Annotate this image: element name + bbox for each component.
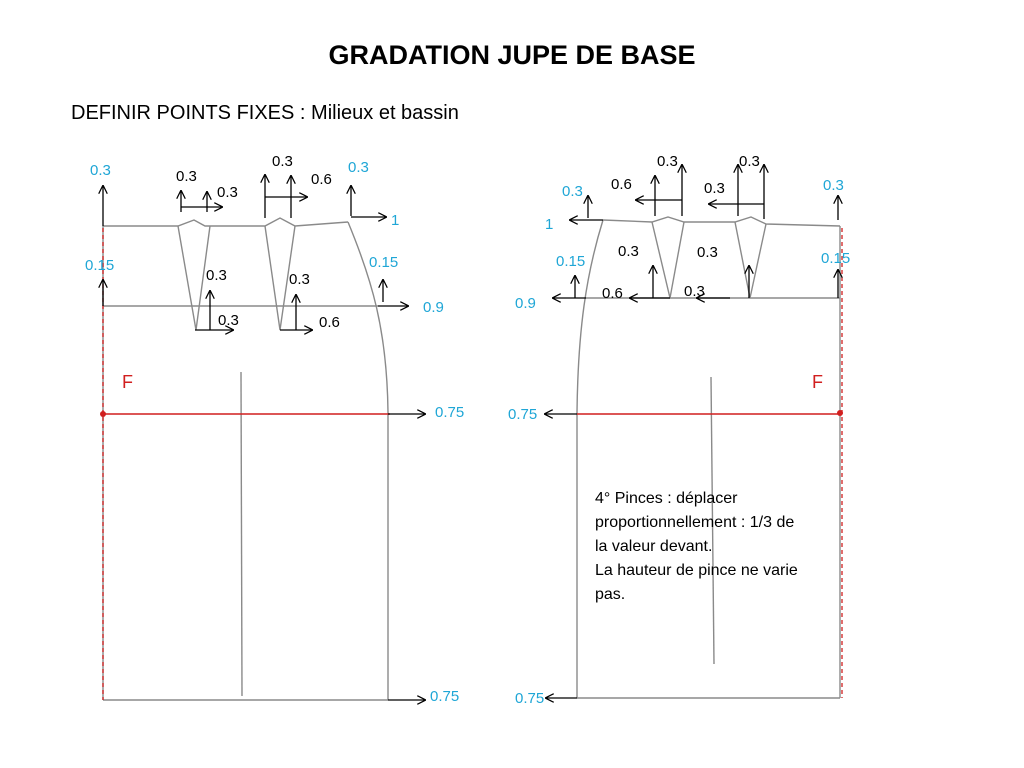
back-labels	[508, 153, 850, 707]
measure-label: 0.3	[684, 283, 705, 300]
measure-label: 0.15	[369, 254, 399, 271]
front-waist-line	[103, 218, 348, 226]
measure-label: 0.6	[311, 171, 332, 188]
measure-label: 0.15	[85, 257, 115, 274]
measure-label: 0.3	[206, 267, 227, 284]
measure-label: 0.3	[562, 183, 583, 200]
measure-label: 0.6	[319, 314, 340, 331]
back-side-seam	[577, 220, 603, 698]
note-line: 4° Pinces : déplacer	[595, 490, 738, 507]
measure-label: 0.3	[217, 184, 238, 201]
measure-label: 0.3	[704, 180, 725, 197]
note-line: pas.	[595, 586, 626, 603]
measure-label: 0.15	[556, 253, 586, 270]
back-dart-1	[652, 222, 684, 298]
back-fixed-point	[837, 410, 843, 416]
front-fixed-point	[100, 411, 106, 417]
front-fixed-markers	[100, 228, 390, 700]
measure-label: 0.3	[272, 153, 293, 170]
page-title: GRADATION JUPE DE BASE	[328, 40, 696, 70]
measure-label: 0.3	[823, 177, 844, 194]
subtitle: DEFINIR POINTS FIXES : Milieux et bassin	[71, 102, 459, 124]
front-panel	[85, 153, 464, 705]
measure-label: 0.9	[515, 295, 536, 312]
measure-label: 0.6	[611, 176, 632, 193]
back-waist-line	[603, 217, 840, 226]
measure-label: 0.3	[218, 312, 239, 329]
measure-label: 0.3	[348, 159, 369, 176]
measure-label: 0.9	[423, 299, 444, 316]
measure-label: 0.3	[739, 153, 760, 170]
measure-label: 0.3	[90, 162, 111, 179]
measure-label: 0.3	[697, 244, 718, 261]
measure-label: 0.3	[657, 153, 678, 170]
back-arrows	[545, 165, 838, 698]
measure-label: 0.75	[508, 406, 538, 423]
measure-label: 1	[545, 216, 554, 233]
front-pattern-outline	[103, 218, 388, 700]
note-line: la valeur devant.	[595, 538, 713, 555]
measure-label: 0.3	[289, 271, 310, 288]
measure-label: 0.3	[176, 168, 197, 185]
note-line: proportionnellement : 1/3 de	[595, 514, 795, 531]
note-line: La hauteur de pince ne varie	[595, 562, 798, 579]
front-labels	[85, 153, 464, 705]
instruction-note	[595, 487, 845, 607]
fixed-label: F	[122, 372, 133, 392]
back-panel	[508, 153, 850, 707]
measure-label: 0.6	[602, 285, 623, 302]
back-dart-2	[735, 222, 766, 298]
measure-label: 1	[391, 212, 400, 229]
fixed-label: F	[812, 372, 823, 392]
front-side-seam	[348, 222, 388, 700]
measure-label: 0.75	[515, 690, 545, 707]
measure-label: 0.15	[821, 250, 851, 267]
measure-label: 0.3	[618, 243, 639, 260]
front-grain-line	[241, 372, 242, 696]
measure-label: 0.75	[435, 404, 465, 421]
measure-label: 0.75	[430, 688, 460, 705]
